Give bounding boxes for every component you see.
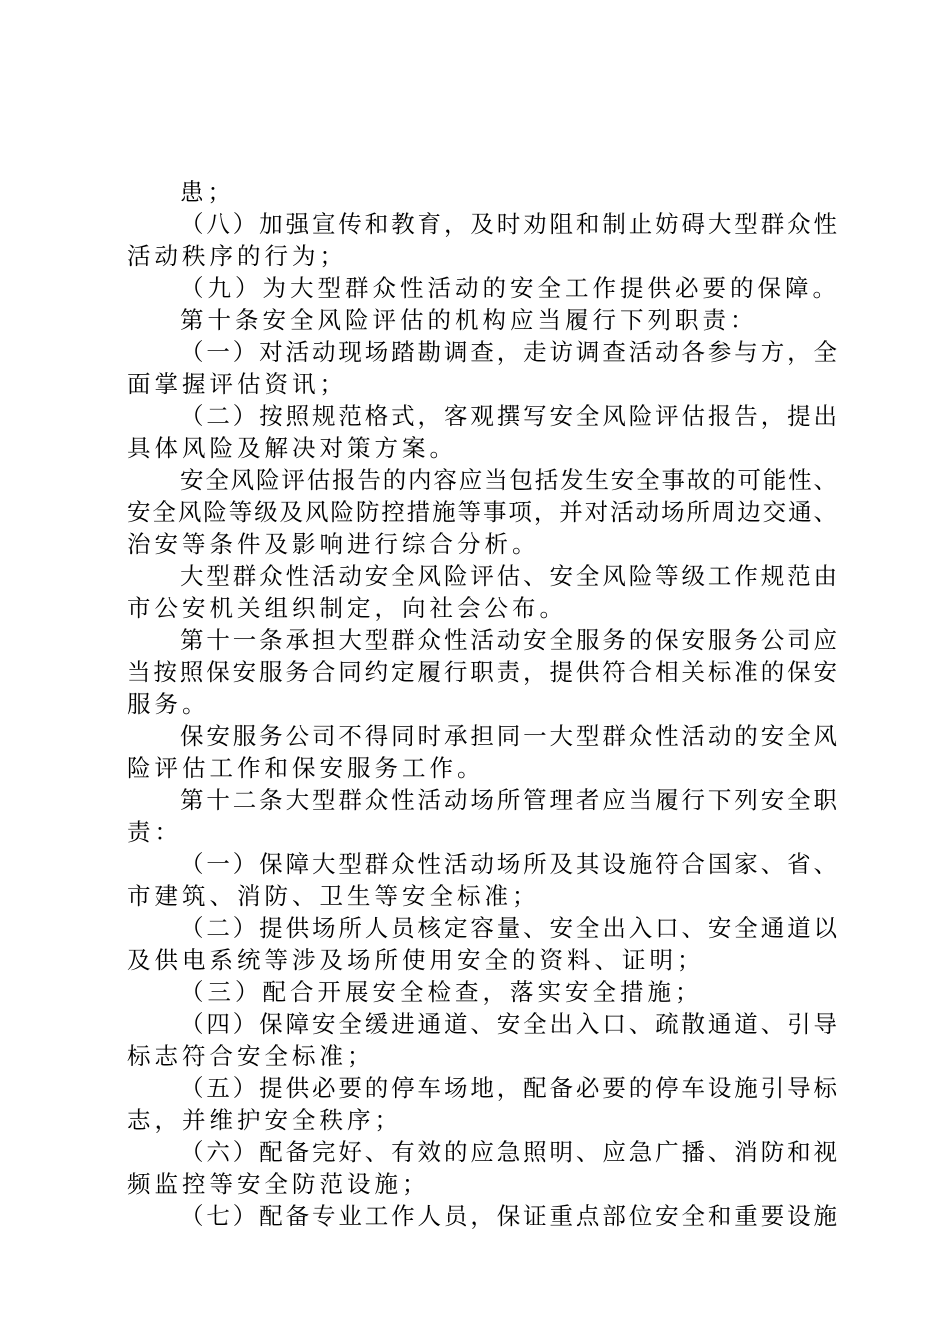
text-line: （八）加强宣传和教育，及时劝阻和制止妨碍大型群众性 <box>180 210 837 238</box>
text-line: 患； <box>180 178 235 206</box>
text-line: （五）提供必要的停车场地，配备必要的停车设施引导标 <box>180 1074 837 1102</box>
text-line: 大型群众性活动安全风险评估、安全风险等级工作规范由 <box>180 562 837 590</box>
text-line: 市建筑、消防、卫生等安全标准； <box>127 882 540 910</box>
text-line: 市公安机关组织制定，向社会公布。 <box>127 594 567 622</box>
text-line: 当按照保安服务合同约定履行职责，提供符合相关标准的保安 <box>127 658 837 686</box>
text-line: 具体风险及解决对策方案。 <box>127 434 457 462</box>
text-line: 安全风险评估报告的内容应当包括发生安全事故的可能性、 <box>180 466 837 494</box>
text-line: 治安等条件及影响进行综合分析。 <box>127 530 540 558</box>
text-line: 志，并维护安全秩序； <box>127 1106 402 1134</box>
text-line: （六）配备完好、有效的应急照明、应急广播、消防和视 <box>180 1138 837 1166</box>
text-line: 险评估工作和保安服务工作。 <box>127 754 485 782</box>
text-line: （七）配备专业工作人员，保证重点部位安全和重要设施 <box>180 1202 837 1230</box>
text-line: （三）配合开展安全检查，落实安全措施； <box>180 978 703 1006</box>
text-line: 第十二条大型群众性活动场所管理者应当履行下列安全职 <box>180 786 837 814</box>
text-line: （一）对活动现场踏勘调查，走访调查活动各参与方，全 <box>180 338 837 366</box>
text-line: 第十条安全风险评估的机构应当履行下列职责： <box>180 306 758 334</box>
text-line: 服务。 <box>127 690 210 718</box>
text-line: 标志符合安全标准； <box>127 1042 375 1070</box>
text-line: 责： <box>127 818 182 846</box>
text-line: （二）按照规范格式，客观撰写安全风险评估报告，提出 <box>180 402 837 430</box>
text-line: （一）保障大型群众性活动场所及其设施符合国家、省、 <box>180 850 837 878</box>
text-line: 保安服务公司不得同时承担同一大型群众性活动的安全风 <box>180 722 837 750</box>
text-line: （九）为大型群众性活动的安全工作提供必要的保障。 <box>180 274 840 302</box>
text-line: 及供电系统等涉及场所使用安全的资料、证明； <box>127 946 705 974</box>
text-line: （四）保障安全缓进通道、安全出入口、疏散通道、引导 <box>180 1010 837 1038</box>
text-line: 频监控等安全防范设施； <box>127 1170 430 1198</box>
text-line: 第十一条承担大型群众性活动安全服务的保安服务公司应 <box>180 626 837 654</box>
text-line: （二）提供场所人员核定容量、安全出入口、安全通道以 <box>180 914 837 942</box>
text-line: 活动秩序的行为； <box>127 242 347 270</box>
text-line: 面掌握评估资讯； <box>127 370 347 398</box>
text-line: 安全风险等级及风险防控措施等事项，并对活动场所周边交通、 <box>127 498 837 526</box>
